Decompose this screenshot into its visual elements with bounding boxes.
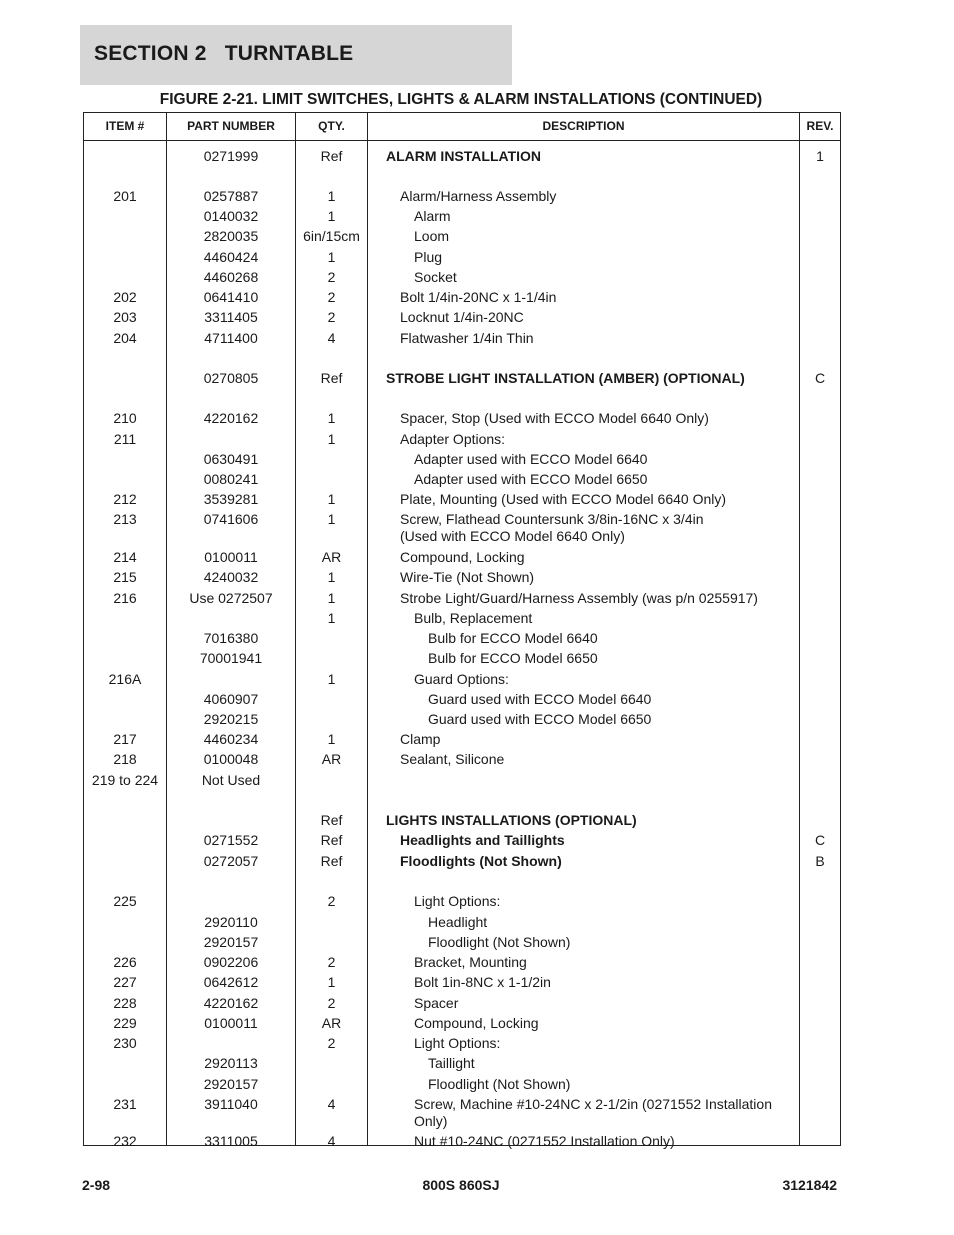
part-number: 2920113 — [204, 1055, 258, 1071]
document-number: 3121842 — [782, 1177, 837, 1193]
quantity: 1 — [327, 410, 336, 426]
part-number: 0741606 — [203, 511, 259, 527]
revision: C — [814, 832, 826, 848]
description-line: Floodlights (Not Shown) — [400, 853, 562, 869]
item-number: 228 — [113, 995, 137, 1011]
column-header-description: DESCRIPTION — [542, 119, 625, 133]
description — [368, 148, 816, 165]
table-header-row — [84, 113, 840, 141]
description — [368, 832, 830, 849]
description-line: Bulb for ECCO Model 6650 — [428, 650, 598, 666]
description — [368, 1096, 844, 1130]
description-line: Loom — [414, 228, 450, 244]
description — [368, 269, 844, 286]
description-line: Bracket, Mounting — [414, 954, 527, 970]
description — [368, 812, 816, 829]
item-number: 217 — [113, 731, 137, 747]
description-line: Headlights and Taillights — [400, 832, 565, 848]
description — [368, 954, 844, 971]
description-line: Strobe Light/Guard/Harness Assembly (was p/n 0255917) — [400, 590, 758, 606]
description-line: Headlight — [428, 914, 488, 930]
quantity: 1 — [327, 610, 336, 626]
quantity: 2 — [327, 893, 336, 909]
section-title: SECTION 2 TURNTABLE — [94, 42, 354, 65]
description — [368, 208, 844, 225]
quantity: AR — [321, 1015, 342, 1031]
description — [368, 1076, 858, 1093]
description — [368, 590, 830, 607]
quantity: 1 — [327, 731, 336, 747]
part-number: 4711400 — [204, 330, 258, 346]
description-line: Screw, Machine #10-24NC x 2-1/2in (0271552 Installation — [414, 1096, 772, 1112]
part-number: 0270805 — [203, 370, 259, 386]
description — [368, 228, 844, 245]
description — [368, 671, 844, 688]
description-line: Compound, Locking — [414, 1015, 539, 1031]
part-number: 0271999 — [203, 148, 259, 164]
part-number: 0641410 — [203, 289, 259, 305]
description-line: Taillight — [428, 1055, 475, 1071]
description — [368, 995, 844, 1012]
part-number: 0080241 — [203, 471, 259, 487]
quantity: AR — [321, 751, 342, 767]
quantity: 2 — [327, 954, 336, 970]
item-number: 230 — [113, 1035, 137, 1051]
description — [368, 1015, 844, 1032]
item-number: 212 — [113, 491, 137, 507]
quantity: 1 — [327, 590, 336, 606]
description-line: Spacer — [414, 995, 459, 1011]
model-name: 800S 860SJ — [422, 1177, 500, 1193]
part-number: 3311405 — [204, 309, 258, 325]
description-line: Bolt 1/4in-20NC x 1-1/4in — [400, 289, 557, 305]
quantity: Ref — [320, 832, 343, 848]
description — [368, 893, 844, 910]
description — [368, 731, 830, 748]
quantity: 2 — [327, 995, 336, 1011]
quantity: Ref — [320, 853, 343, 869]
description-line: Bulb for ECCO Model 6640 — [428, 630, 598, 646]
quantity: 1 — [327, 569, 336, 585]
item-number: 202 — [113, 289, 137, 305]
description-line: Light Options: — [414, 893, 501, 909]
quantity: AR — [321, 549, 342, 565]
part-number: 0642612 — [203, 974, 259, 990]
description-line: Plate, Mounting (Used with ECCO Model 6640 Only) — [400, 491, 727, 507]
description-line: Alarm — [414, 208, 451, 224]
description — [368, 410, 830, 427]
item-number: 201 — [113, 188, 137, 204]
description — [368, 610, 844, 627]
description — [368, 309, 830, 326]
part-number: 4460424 — [203, 249, 259, 265]
part-number: 3539281 — [203, 491, 259, 507]
parts-table — [83, 112, 841, 1149]
item-number: 216A — [108, 671, 142, 687]
page-number: 2-98 — [82, 1177, 111, 1193]
description — [368, 511, 830, 545]
quantity: 6in/15cm — [303, 228, 360, 244]
part-number: 2920215 — [203, 711, 259, 727]
description — [368, 451, 844, 468]
description — [368, 330, 830, 347]
quantity: 4 — [327, 1096, 336, 1112]
part-number: 7016380 — [203, 630, 259, 646]
description-line: Bolt 1in-8NC x 1-1/2in — [414, 974, 551, 990]
part-number: 0272057 — [203, 853, 259, 869]
item-number: 211 — [113, 431, 137, 447]
part-number: 4460268 — [203, 269, 259, 285]
part-number: 70001941 — [199, 650, 263, 666]
description-line: Guard used with ECCO Model 6650 — [428, 711, 652, 727]
description-line: Alarm/Harness Assembly — [400, 188, 557, 204]
part-number: 0140032 — [203, 208, 259, 224]
quantity: Ref — [320, 812, 343, 828]
description — [368, 289, 830, 306]
item-number: 213 — [113, 511, 137, 527]
description — [368, 249, 844, 266]
description-line: LIGHTS INSTALLATIONS (OPTIONAL) — [386, 812, 637, 828]
description-line: (Used with ECCO Model 6640 Only) — [400, 528, 625, 544]
part-number: 0100011 — [204, 549, 258, 565]
description-line: Screw, Flathead Countersunk 3/8in-16NC x 3/4in — [400, 511, 704, 527]
description-line: Spacer, Stop (Used with ECCO Model 6640 Only) — [400, 410, 709, 426]
description — [368, 853, 830, 870]
column-header-part-number: PART NUMBER — [187, 119, 275, 133]
item-number: 226 — [113, 954, 137, 970]
part-number: 0100048 — [203, 751, 259, 767]
description — [368, 914, 858, 931]
quantity: 2 — [327, 309, 336, 325]
part-number: 2920157 — [203, 934, 259, 950]
description-line: Flatwasher 1/4in Thin — [400, 330, 534, 346]
item-number: 218 — [113, 751, 137, 767]
revision: B — [815, 853, 825, 869]
quantity: 1 — [327, 249, 336, 265]
figure-title: FIGURE 2-21. LIMIT SWITCHES, LIGHTS & ALARM INSTALLATIONS (CONTINUED) — [159, 91, 763, 108]
column-header-rev: REV. — [806, 119, 834, 133]
description-line: Adapter Options: — [400, 431, 506, 447]
description-line: Adapter used with ECCO Model 6650 — [414, 471, 648, 487]
quantity: 4 — [327, 330, 336, 346]
quantity: 1 — [327, 511, 336, 527]
description-line: Light Options: — [414, 1035, 501, 1051]
quantity: Ref — [320, 370, 343, 386]
quantity: 2 — [327, 1035, 336, 1051]
quantity: 1 — [327, 188, 336, 204]
description-line: Compound, Locking — [400, 549, 525, 565]
part-number: 2920110 — [204, 914, 258, 930]
description — [368, 630, 858, 647]
description-line: Bulb, Replacement — [414, 610, 533, 626]
item-number: 227 — [113, 974, 137, 990]
description-line: ALARM INSTALLATION — [386, 148, 542, 164]
item-number: 232 — [113, 1133, 137, 1149]
description-line: STROBE LIGHT INSTALLATION (AMBER) (OPTIONAL) — [386, 370, 745, 386]
item-number: 225 — [113, 893, 137, 909]
item-number: 214 — [113, 549, 137, 565]
description-line: Socket — [414, 269, 457, 285]
part-number: 2920157 — [203, 1076, 259, 1092]
quantity: 4 — [327, 1133, 336, 1149]
column-header-qty: QTY. — [318, 119, 345, 133]
part-number: 2820035 — [203, 228, 259, 244]
description — [368, 188, 830, 205]
quantity: 2 — [327, 269, 336, 285]
description — [368, 1055, 858, 1072]
description — [368, 974, 844, 991]
item-number: 204 — [113, 330, 137, 346]
description — [368, 491, 830, 508]
description — [368, 431, 830, 448]
description — [368, 691, 858, 708]
description-line: Plug — [414, 249, 443, 265]
description-line: Floodlight (Not Shown) — [428, 1076, 571, 1092]
quantity: 2 — [327, 289, 336, 305]
part-number: Not Used — [201, 772, 261, 788]
description — [368, 1133, 844, 1150]
description-line: Clamp — [400, 731, 441, 747]
part-number: 0271552 — [203, 832, 259, 848]
revision: C — [814, 370, 826, 386]
description-line: Guard used with ECCO Model 6640 — [428, 691, 652, 707]
item-number: 216 — [113, 590, 137, 606]
description — [368, 471, 844, 488]
description — [368, 934, 858, 951]
quantity: Ref — [320, 148, 343, 164]
description-line: Nut #10-24NC (0271552 Installation Only) — [414, 1133, 675, 1149]
part-number: 0630491 — [203, 451, 259, 467]
item-number: 231 — [113, 1096, 137, 1112]
part-number: 4220162 — [203, 995, 259, 1011]
quantity: 1 — [327, 491, 336, 507]
part-number: 3311005 — [204, 1133, 258, 1149]
part-number: 0257887 — [203, 188, 259, 204]
description — [368, 711, 858, 728]
quantity: 1 — [327, 431, 336, 447]
description-line: Guard Options: — [414, 671, 509, 687]
part-number: 4220162 — [203, 410, 259, 426]
quantity: 1 — [327, 208, 336, 224]
part-number: 0902206 — [203, 954, 259, 970]
part-number: 3911040 — [204, 1096, 258, 1112]
part-number: 4240032 — [203, 569, 259, 585]
quantity: 1 — [327, 671, 336, 687]
revision: 1 — [816, 148, 824, 164]
part-number: 0100011 — [204, 1015, 258, 1031]
item-number: 215 — [113, 569, 137, 585]
column-header-item: ITEM # — [105, 119, 145, 133]
description — [368, 569, 830, 586]
description-line: Locknut 1/4in-20NC — [400, 309, 524, 325]
part-number: 4060907 — [203, 691, 259, 707]
section-header-band — [80, 25, 512, 85]
description — [368, 650, 858, 667]
description-line: Floodlight (Not Shown) — [428, 934, 571, 950]
description-line: Sealant, Silicone — [400, 751, 505, 767]
description — [368, 751, 830, 768]
part-number: 4460234 — [203, 731, 259, 747]
description — [368, 549, 830, 566]
description-line: Only) — [414, 1113, 448, 1129]
item-number: 219 to 224 — [91, 772, 159, 788]
description — [368, 370, 816, 387]
quantity: 1 — [327, 974, 336, 990]
item-number: 210 — [113, 410, 137, 426]
item-number: 203 — [113, 309, 137, 325]
description-line: Wire-Tie (Not Shown) — [400, 569, 535, 585]
description-line: Adapter used with ECCO Model 6640 — [414, 451, 648, 467]
item-number: 229 — [113, 1015, 137, 1031]
part-number: Use 0272507 — [189, 590, 273, 606]
description — [368, 1035, 844, 1052]
